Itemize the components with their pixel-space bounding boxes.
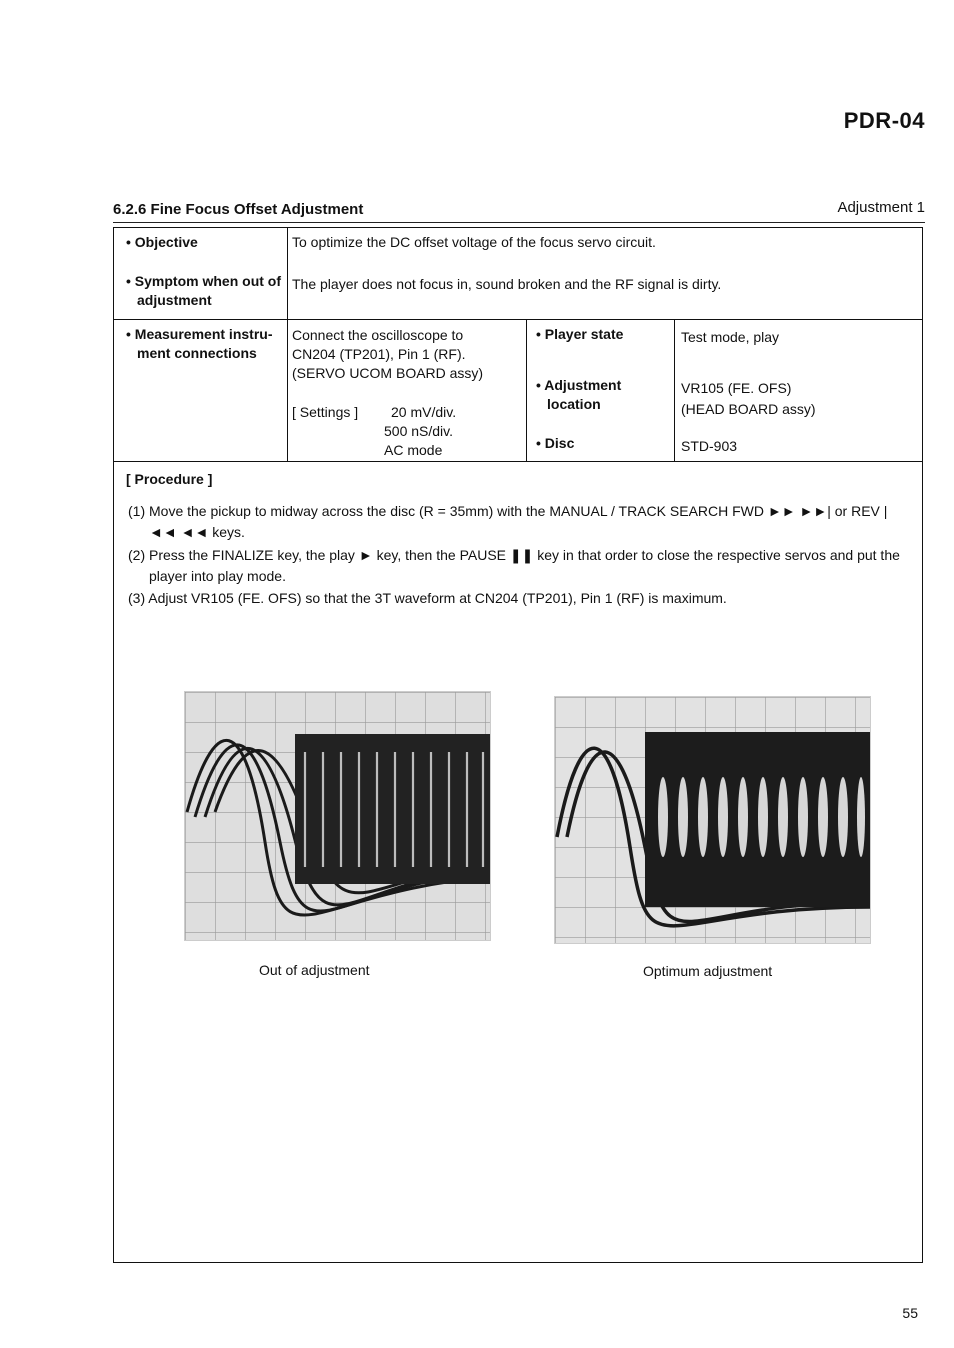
adjustment-location-value-1: VR105 (FE. OFS) [681,380,792,396]
player-state-label: • Player state [536,326,624,342]
row-divider-2 [114,461,922,462]
measurement-line-3: (SERVO UCOM BOARD assy) [292,365,484,381]
procedure-step-2: (2) Press the FINALIZE key, the play ► key, then the PAUSE ❚❚ key in that order to close the respective servos and put the player into play mode. [128,547,900,584]
procedure-step-1: (1) Move the pickup to midway across the disc (R = 35mm) with the MANUAL / TRACK SEARCH FWD ►► ►►| or REV |◄◄ ◄◄ keys. [128,503,888,540]
settings-label: [ Settings ] [292,404,359,420]
settings-coupling: AC mode [384,442,443,458]
disc-value: STD-903 [681,438,738,454]
disc-label: • Disc [536,435,575,451]
col-divider-2 [526,319,527,461]
scope-image-out-of-adjustment [184,691,491,941]
settings-volts: 20 mV/div. [391,404,457,420]
settings-time: 500 nS/div. [384,423,454,439]
objective-label: • Objective [126,234,198,250]
scope-image-optimum-adjustment [554,696,871,944]
measurement-line-2: CN204 (TP201), Pin 1 (RF). [292,346,466,362]
symptom-label: • Symptom when out of adjustment [126,273,282,308]
model-code: PDR-04 [843,108,925,133]
procedure-step-3: (3) Adjust VR105 (FE. OFS) so that the 3T waveform at CN204 (TP201), Pin 1 (RF) is maximum. [128,590,727,606]
player-state-value: Test mode, play [681,329,780,345]
title-rule [113,222,925,223]
measurement-label: • Measurement instru- ment connections [126,326,273,361]
section-title: 6.2.6 Fine Focus Offset Adjustment [113,201,364,218]
row-divider-1 [114,319,922,320]
symptom-text: The player does not focus in, sound broken and the RF signal is dirty. [292,276,722,292]
adjustment-location-label: • Adjustment location [536,377,622,412]
caption-optimum-adjustment: Optimum adjustment [643,963,773,979]
adjustment-location-value-2: (HEAD BOARD assy) [681,401,816,417]
caption-out-of-adjustment: Out of adjustment [259,962,370,978]
measurement-line-1: Connect the oscilloscope to [292,327,464,343]
procedure-heading: [ Procedure ] [126,471,213,487]
objective-text: To optimize the DC offset voltage of the focus servo circuit. [292,234,656,250]
adjustment-frame [113,227,923,1263]
page-number: 55 [902,1305,918,1321]
adjustment-category: Adjustment 1 [837,199,925,216]
